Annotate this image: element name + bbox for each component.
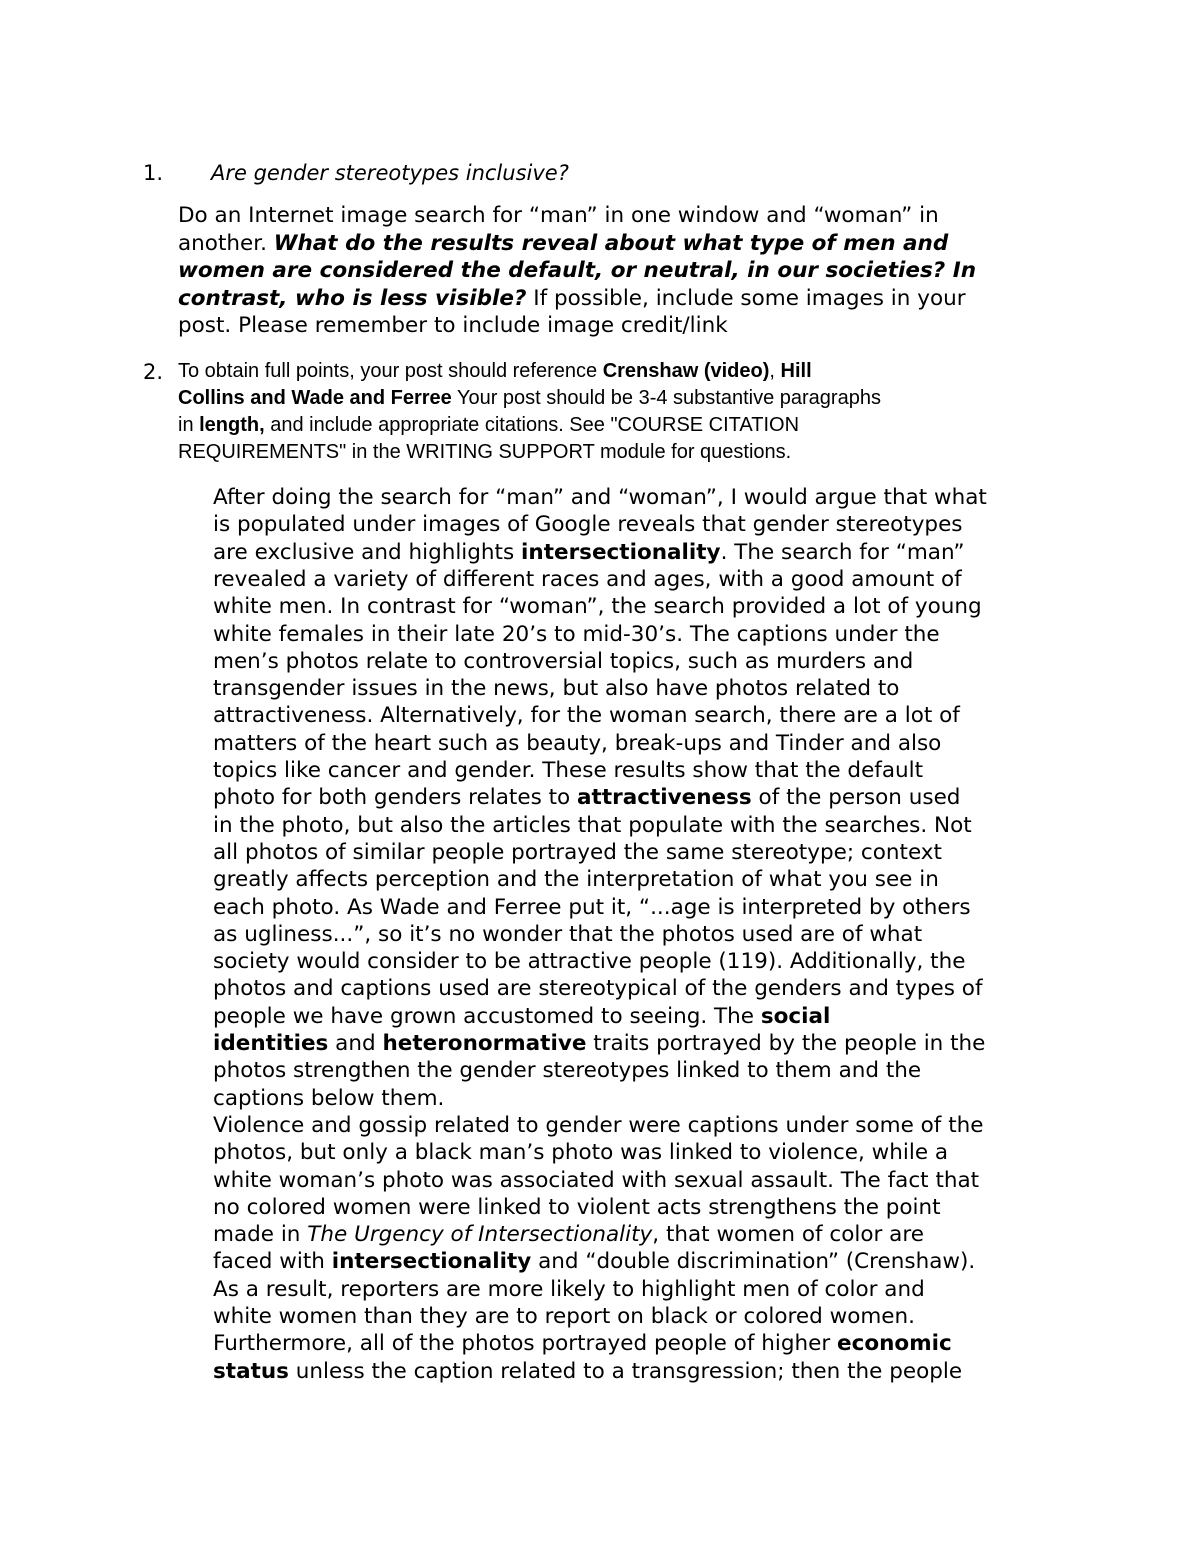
text-line (178, 258, 976, 283)
text-line (213, 703, 960, 728)
text-run: REQUIREMENTS" in the WRITING SUPPORT module for questions. (178, 441, 792, 463)
emphasis-run: intersectionality (331, 1249, 532, 1275)
text-line (178, 360, 812, 383)
emphasis-run: What do the results reveal about what type of men and (273, 230, 949, 256)
text-run: society would consider to be attractive people (119). Additionally, the (213, 949, 966, 975)
emphasis-run: identities (213, 1031, 329, 1056)
text-line (213, 594, 982, 619)
text-run: If possible, include some images in your (526, 285, 966, 311)
text-line (213, 1086, 444, 1111)
text-run: Furthermore, all of the photos portrayed people of higher (213, 1331, 838, 1357)
emphasis-run: Hill (780, 360, 812, 382)
text-line (213, 895, 971, 920)
emphasis-run: Crenshaw (video) (602, 360, 770, 382)
text-run: white woman’s photo was associated with sexual assault. The fact that (213, 1167, 980, 1193)
question-1-title: Are gender stereotypes inclusive? (211, 161, 569, 185)
text-run: Do an Internet image search for “man” in one window and “woman” in (178, 203, 939, 228)
text-line (213, 1004, 830, 1029)
text-line (213, 867, 939, 892)
text-run: Your post should be 3-4 substantive paragraphs (451, 387, 881, 409)
text-run: faced with (213, 1249, 332, 1275)
text-line (213, 840, 942, 865)
text-run: made in (213, 1222, 308, 1248)
text-line (213, 1140, 948, 1165)
text-run: white females in their late 20’s to mid-30’s. The captions under the (213, 621, 940, 647)
emphasis-run: heteronormative (382, 1031, 587, 1056)
question-2-number: 2. (143, 360, 164, 384)
text-line (213, 976, 983, 1001)
text-line (213, 567, 962, 592)
text-line (213, 512, 963, 537)
text-line (213, 1058, 921, 1083)
text-run: men’s photos relate to controversial topics, such as murders and (213, 648, 914, 674)
text-line (213, 1331, 952, 1356)
text-line (213, 485, 987, 510)
emphasis-run: length, (199, 414, 265, 436)
text-line (213, 1031, 985, 1056)
text-run: as ugliness...”, so it’s no wonder that the photos used are of what (213, 921, 923, 947)
text-run: and include appropriate citations. See "COURSE CITATION (264, 414, 800, 436)
text-line (213, 1277, 925, 1302)
emphasis-run: social (760, 1003, 831, 1029)
text-line (213, 1304, 915, 1329)
emphasis-run: women are considered the default, or neutral, in our societies? In (178, 258, 977, 283)
text-line (213, 649, 913, 674)
question-1-number: 1. (143, 161, 164, 185)
text-line (213, 1195, 941, 1220)
text-run: photos and captions used are stereotypical of the genders and types of (213, 976, 983, 1002)
emphasis-run: economic (837, 1331, 952, 1357)
text-run: transgender issues in the news, but also have photos related to (213, 676, 900, 702)
emphasis-run: contrast, who is less visible? (178, 285, 527, 311)
text-line (213, 1113, 983, 1138)
text-line (213, 758, 923, 783)
text-line (213, 676, 899, 701)
text-run: each photo. As Wade and Ferree put it, “...age is interpreted by others (213, 894, 971, 920)
text-line (178, 441, 791, 464)
text-line (213, 1222, 924, 1247)
text-run: , (769, 360, 781, 382)
text-run: and “double discrimination” (Crenshaw). (531, 1249, 976, 1275)
text-run: is populated under images of Google reveals that gender stereotypes (213, 512, 963, 538)
text-line (213, 922, 922, 947)
text-run: traits portrayed by the people in the (586, 1031, 986, 1056)
text-run: greatly affects perception and the interpretation of what you see in (213, 867, 939, 893)
text-run: revealed a variety of different races and ages, with a good amount of (213, 566, 962, 592)
text-run: in (178, 414, 200, 436)
text-run: people we have grown accustomed to seeing. The (213, 1003, 761, 1029)
text-run: As a result, reporters are more likely to highlight men of color and (213, 1276, 925, 1302)
text-line (213, 813, 972, 838)
text-line (213, 1249, 975, 1274)
text-run: attractiveness. Alternatively, for the woman search, there are a lot of (213, 703, 960, 729)
text-line (178, 231, 948, 256)
text-run: matters of the heart such as beauty, break-ups and Tinder and also (213, 730, 942, 756)
text-run: photos strengthen the gender stereotypes linked to them and the (213, 1058, 922, 1084)
text-run: post. Please remember to include image credit/link (178, 313, 728, 338)
text-line (213, 785, 960, 810)
text-line (178, 313, 728, 338)
text-line (178, 203, 939, 228)
text-line (213, 1359, 962, 1384)
emphasis-run: status (213, 1358, 289, 1384)
text-run: captions below them. (213, 1085, 445, 1111)
text-run: all photos of similar people portrayed the same stereotype; context (213, 839, 942, 865)
text-line (213, 622, 940, 647)
text-run: . The search for “man” (720, 539, 965, 565)
text-line (213, 540, 965, 565)
text-line (213, 949, 965, 974)
text-line (178, 414, 799, 437)
text-run: of the person used (751, 785, 961, 811)
text-run: unless the caption related to a transgression; then the people (288, 1358, 963, 1384)
text-run: Violence and gossip related to gender were captions under some of the (213, 1112, 984, 1138)
emphasis-run: attractiveness (577, 785, 752, 811)
text-run: white women than they are to report on black or colored women. (213, 1304, 915, 1329)
text-run: white men. In contrast for “woman”, the search provided a lot of young (213, 594, 982, 620)
text-run: another. (178, 230, 274, 256)
text-run: no colored women were linked to violent acts strengthens the point (213, 1194, 941, 1220)
text-line (178, 387, 881, 410)
text-line (213, 1168, 979, 1193)
text-run: topics like cancer and gender. These results show that the default (213, 758, 924, 783)
text-run: in the photo, but also the articles that populate with the searches. Not (213, 812, 972, 838)
text-run: , that women of color are (652, 1222, 924, 1248)
text-line (178, 286, 966, 311)
text-line (213, 731, 941, 756)
emphasis-run: intersectionality (521, 539, 721, 565)
text-run: After doing the search for “man” and “woman”, I would argue that what (213, 485, 987, 510)
text-run: and (328, 1031, 383, 1056)
text-run: are exclusive and highlights (213, 539, 522, 565)
text-run: photos, but only a black man’s photo was linked to violence, while a (213, 1140, 949, 1166)
emphasis-run: The Urgency of Intersectionality (307, 1222, 653, 1248)
text-run: photo for both genders relates to (213, 785, 578, 811)
text-run: To obtain full points, your post should reference (178, 360, 603, 382)
emphasis-run: Collins and Wade and Ferree (178, 387, 452, 409)
